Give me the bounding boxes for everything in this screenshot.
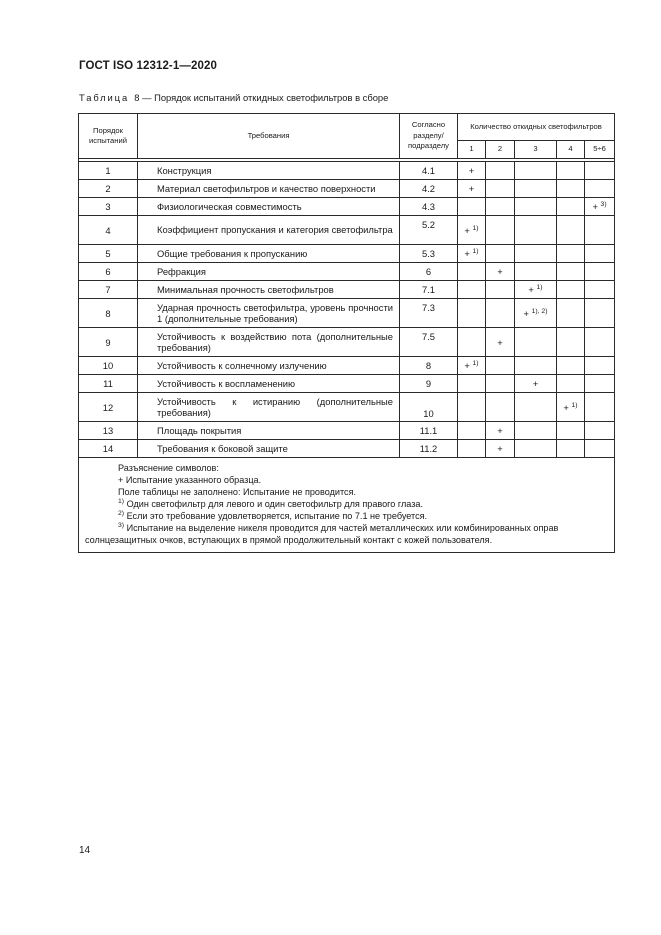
- row-mark-1: [458, 281, 486, 299]
- table-row: [79, 180, 615, 198]
- row-mark-1: [458, 328, 486, 357]
- row-mark-5-6: [585, 263, 615, 281]
- table-row: [79, 422, 615, 440]
- row-mark-5-6: [585, 440, 615, 458]
- row-requirement: Требования к боковой защите: [138, 440, 400, 458]
- row-section: 11.1: [400, 422, 458, 440]
- note-empty: Поле таблицы не заполнено: Испытание не проводится.: [118, 487, 357, 497]
- row-mark-4: [557, 198, 585, 216]
- row-mark-3: [515, 393, 557, 422]
- row-section: 9: [400, 375, 458, 393]
- row-mark-2: [486, 216, 515, 245]
- row-number: 4: [79, 216, 138, 245]
- row-mark-3: [515, 328, 557, 357]
- row-mark-3: + $^{1), 2)}$: [515, 299, 557, 328]
- table-row: [79, 216, 615, 245]
- row-section: 5.2: [400, 216, 458, 245]
- note-3: $^{3)}$ Испытание на выделение никеля проводится для частей металлических или комбинированных оправ солнцезащитных очков, вступающих в прямой продолжительный контакт с кожей пользователя.: [85, 522, 559, 545]
- row-mark-2: [486, 198, 515, 216]
- footnote-ref: 1), 2): [531, 307, 548, 315]
- row-mark-5-6: [585, 375, 615, 393]
- row-number: 8: [79, 299, 138, 328]
- table-row: [79, 328, 615, 357]
- row-mark-3: [515, 263, 557, 281]
- row-mark-2: [486, 162, 515, 180]
- row-mark-2: [486, 245, 515, 263]
- table-row: [79, 245, 615, 263]
- row-mark-2: [486, 281, 515, 299]
- row-mark-3: [515, 422, 557, 440]
- row-requirement: Общие требования к пропусканию: [138, 245, 400, 263]
- test-order-table: [78, 113, 615, 553]
- row-mark-4: [557, 357, 585, 375]
- row-requirement: Материал светофильтров и качество поверхности: [138, 180, 400, 198]
- header-qty-1: 1: [458, 141, 486, 159]
- row-mark-1: [458, 422, 486, 440]
- row-section: 6: [400, 263, 458, 281]
- row-mark-3: [515, 440, 557, 458]
- table-row: [79, 281, 615, 299]
- row-section: 7.5: [400, 328, 458, 357]
- row-mark-3: [515, 245, 557, 263]
- row-section: 5.3: [400, 245, 458, 263]
- row-mark-4: [557, 245, 585, 263]
- row-number: 9: [79, 328, 138, 357]
- row-mark-5-6: [585, 393, 615, 422]
- row-mark-4: [557, 162, 585, 180]
- footnote-ref: 1): [536, 284, 543, 291]
- row-mark-3: [515, 216, 557, 245]
- table-row: [79, 299, 615, 328]
- row-requirement: Коэффициент пропускания и категория светофильтра: [138, 216, 400, 245]
- row-requirement: Минимальная прочность светофильтров: [138, 281, 400, 299]
- row-mark-1: + $^{1)}$: [458, 216, 486, 245]
- row-number: 2: [79, 180, 138, 198]
- row-mark-5-6: [585, 422, 615, 440]
- row-mark-5-6: [585, 299, 615, 328]
- row-mark-1: [458, 375, 486, 393]
- row-requirement: Устойчивость к истиранию (дополнительные требования): [138, 393, 400, 422]
- table-row: [79, 162, 615, 180]
- row-mark-3: [515, 357, 557, 375]
- row-mark-4: [557, 263, 585, 281]
- footnote-ref: 1): [472, 224, 479, 232]
- row-requirement: Устойчивость к солнечному излучению: [138, 357, 400, 375]
- caption-number: 8: [134, 92, 140, 103]
- row-mark-5-6: [585, 162, 615, 180]
- notes-title: Разъяснение символов:: [118, 463, 219, 473]
- table-notes: [79, 458, 615, 553]
- row-mark-4: [557, 422, 585, 440]
- row-mark-4: [557, 440, 585, 458]
- row-number: 3: [79, 198, 138, 216]
- row-section: 7.3: [400, 299, 458, 328]
- row-mark-4: [557, 180, 585, 198]
- row-mark-3: [515, 162, 557, 180]
- row-mark-1: [458, 198, 486, 216]
- page-number: 14: [79, 845, 91, 856]
- row-mark-4: + $^{1)}$: [557, 393, 585, 422]
- footnote-ref: 3): [600, 201, 607, 208]
- row-mark-1: [458, 299, 486, 328]
- row-mark-3: [515, 198, 557, 216]
- row-mark-4: [557, 299, 585, 328]
- row-mark-1: [458, 393, 486, 422]
- row-mark-1: [458, 440, 486, 458]
- table-row: [79, 393, 615, 422]
- row-mark-2: [486, 180, 515, 198]
- row-mark-2: [486, 357, 515, 375]
- row-mark-5-6: [585, 357, 615, 375]
- row-number: 5: [79, 245, 138, 263]
- header-section: Согласно разделу/ подразделу: [400, 114, 458, 159]
- document-code: ГОСТ ISO 12312-1—2020: [79, 60, 217, 72]
- header-order: Порядок испытаний: [79, 114, 138, 159]
- row-requirement: Устойчивость к воздействию пота (дополнительные требования): [138, 328, 400, 357]
- row-mark-2: +: [486, 328, 515, 357]
- row-mark-3: [515, 180, 557, 198]
- header-qty-2: 2: [486, 141, 515, 159]
- caption-title: — Порядок испытаний откидных светофильтров в сборе: [139, 92, 389, 103]
- row-requirement: Ударная прочность светофильтра, уровень прочности 1 (дополнительные требования): [138, 299, 400, 328]
- row-mark-1: + $^{1)}$: [458, 357, 486, 375]
- row-mark-2: +: [486, 440, 515, 458]
- row-mark-1: [458, 263, 486, 281]
- row-number: 10: [79, 357, 138, 375]
- table-row: [79, 263, 615, 281]
- header-qty-4: 4: [557, 141, 585, 159]
- row-mark-4: [557, 375, 585, 393]
- row-mark-3: +: [515, 375, 557, 393]
- row-mark-5-6: [585, 216, 615, 245]
- row-mark-1: +: [458, 180, 486, 198]
- note-1: $^{1)}$ Один светофильтр для левого и один светофильтр для правого глаза.: [118, 498, 424, 509]
- footnote-ref: 1): [472, 360, 479, 367]
- row-number: 7: [79, 281, 138, 299]
- footnote-ref: 1): [571, 401, 578, 409]
- row-requirement: Устойчивость к воспламенению: [138, 375, 400, 393]
- row-number: 6: [79, 263, 138, 281]
- note-2: $^{2)}$ Если это требование удовлетворяется, испытание по 7.1 не требуется.: [118, 510, 428, 521]
- row-requirement: Физиологическая совместимость: [138, 198, 400, 216]
- header-qty-3: 3: [515, 141, 557, 159]
- row-mark-5-6: [585, 245, 615, 263]
- row-section: 4.2: [400, 180, 458, 198]
- row-mark-2: +: [486, 263, 515, 281]
- row-number: 14: [79, 440, 138, 458]
- row-mark-4: [557, 216, 585, 245]
- row-requirement: Площадь покрытия: [138, 422, 400, 440]
- row-mark-2: [486, 375, 515, 393]
- table-notes-row: [79, 458, 615, 553]
- row-number: 13: [79, 422, 138, 440]
- row-mark-5-6: [585, 281, 615, 299]
- row-requirement: Рефракция: [138, 263, 400, 281]
- table-row: [79, 440, 615, 458]
- table-caption: [79, 92, 388, 103]
- table-row: [79, 357, 615, 375]
- row-mark-3: + $^{1)}$: [515, 281, 557, 299]
- test-order-table-container: [78, 113, 614, 553]
- row-number: 12: [79, 393, 138, 422]
- row-number: 11: [79, 375, 138, 393]
- row-mark-1: +: [458, 162, 486, 180]
- row-mark-4: [557, 281, 585, 299]
- note-plus: + Испытание указанного образца.: [118, 475, 262, 485]
- footnote-ref: 1): [472, 248, 479, 255]
- row-mark-4: [557, 328, 585, 357]
- row-section: 4.1: [400, 162, 458, 180]
- row-mark-5-6: [585, 180, 615, 198]
- row-section: 8: [400, 357, 458, 375]
- row-number: 1: [79, 162, 138, 180]
- caption-label: Таблица: [79, 92, 130, 103]
- table-row: [79, 375, 615, 393]
- row-mark-5-6: + $^{3)}$: [585, 198, 615, 216]
- header-qty-5-6: 5÷6: [585, 141, 615, 159]
- row-mark-2: +: [486, 422, 515, 440]
- header-requirements: Требования: [138, 114, 400, 159]
- row-section: 11.2: [400, 440, 458, 458]
- row-mark-2: [486, 299, 515, 328]
- header-quantity: Количество откидных светофильтров: [458, 114, 615, 141]
- row-section: 4.3: [400, 198, 458, 216]
- row-mark-2: [486, 393, 515, 422]
- row-section: 10: [400, 393, 458, 422]
- row-mark-1: + $^{1)}$: [458, 245, 486, 263]
- row-section: 7.1: [400, 281, 458, 299]
- row-mark-5-6: [585, 328, 615, 357]
- row-requirement: Конструкция: [138, 162, 400, 180]
- table-row: [79, 198, 615, 216]
